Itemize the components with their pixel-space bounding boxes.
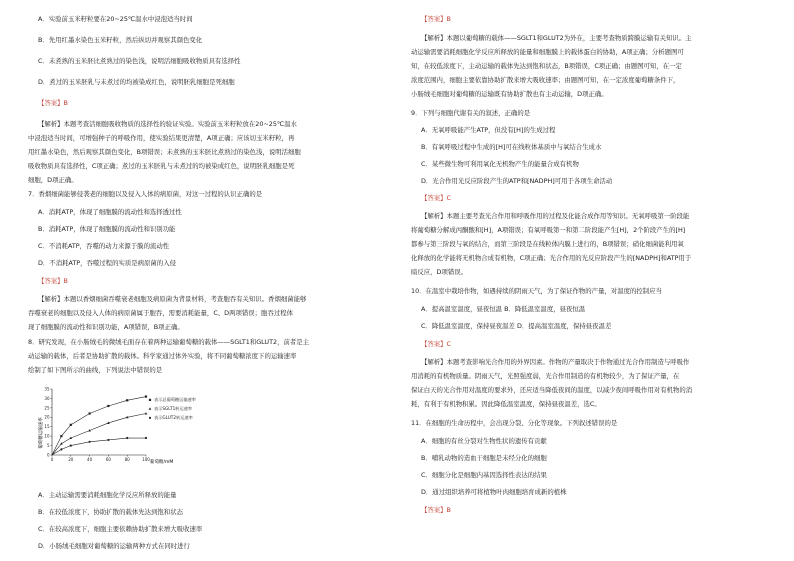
explanation-line: 中浸泡适当时间，可增强种子的呼吸作用，使实验结果更清楚，A项正确；应该切玉米籽粒，再: [28, 134, 295, 142]
option-line: A．细胞的有丝分裂对生物性状的遗传有贡献: [421, 437, 547, 445]
x-tick-label: 40: [87, 457, 93, 462]
option-line: C．降低温室温度，保持昼夜温差 D．提高温室温度，保持昼夜温差: [421, 322, 612, 330]
data-point: [107, 405, 109, 407]
question-stem: 动运输的载体，后者是协助扩散的载体。科学家通过体外实验，将不同葡萄糖浓度下的运输速率: [28, 352, 297, 360]
chart-x-ticks: [51, 455, 151, 462]
option-line: A．无氧呼吸能产生ATP，但没有[H]的生成过程: [421, 126, 556, 134]
data-point: [126, 399, 128, 401]
data-point: [145, 395, 147, 397]
explanation-line: 用红墨水染色，然后观察其颜色变化，B项错误；未煮熟的玉米胚比煮熟过的染色浅，说明活细胞: [28, 148, 301, 156]
y-tick-label: 5: [46, 442, 50, 448]
explanation-line: 吞噬衰老的细胞以及侵入人体的病原菌属于胞吞，需要消耗能量，C、D两项错误；胞吞过程体: [28, 309, 294, 317]
y-tick-label: 15: [44, 424, 50, 430]
legend-marker: [149, 417, 151, 419]
explanation-line: 【解析】本题考查影响光合作用的外界因素。作物的产量取决于作物通过光合作用制造与呼吸作: [421, 358, 690, 366]
chart-y-ticks: [44, 386, 52, 457]
explanation-line: 【解析】本题主要考查光合作用和呼吸作用的过程及化能合成作用等知识。无氧呼吸第一阶段能: [421, 212, 690, 220]
explanation-line: 化释放的化学能将无机物合成有机物，C项正确；光合作用的光反应阶段产生的[NADPH]和ATP用于: [411, 254, 692, 262]
y-tick-label: 30: [44, 395, 50, 401]
option-line: C．某些微生物可利用氧化无机物产生的能量合成有机物: [421, 160, 579, 168]
explanation-line: 动运输需要消耗细胞化学反应所释放的能量和细胞膜上的载体蛋白的协助，A项正确；分析题图可: [411, 48, 684, 56]
explanation-line: 小肠绒毛细胞对葡萄糖的运输既有协助扩散也有主动运输，D项正确。: [411, 90, 608, 98]
data-point: [70, 424, 72, 426]
explanation-line: 吸收物质具有选择性，C项正确；煮过的玉米胚乳与未煮过的均被染成红色，说明胚乳细胞是死: [28, 162, 295, 170]
answer-label: 【答案】B: [421, 506, 451, 514]
data-point: [145, 412, 148, 414]
x-tick-label: 20: [68, 457, 74, 462]
data-point: [70, 444, 72, 446]
option-line: A．消耗ATP，体现了细胞膜的流动性和选择透过性: [38, 208, 182, 216]
right-column: [411, 0, 781, 561]
text-line: C．未煮熟的玉米胚比煮熟过的染色浅，说明活细胞吸收物质具有选择性: [38, 57, 241, 65]
option-line: B．在较低浓度下，协助扩散的载体先达到饱和状态: [38, 508, 183, 516]
question-stem: 绘制了如下图所示的曲线，下列说法中错误的是: [28, 366, 163, 374]
legend-label: 表示总葡萄糖运输速率: [154, 397, 196, 402]
data-point: [107, 439, 109, 441]
chart-axes: [52, 389, 146, 455]
text-line: A．实验前玉米籽粒要在20~25℃温水中浸泡适当时间: [38, 15, 193, 23]
question-stem: 11．在细胞的生命历程中，会出现分裂、分化等现象。下列叙述错误的是: [411, 419, 618, 427]
explanation-line: 保证白天的光合作用对温度的要求外，还应适当降低夜间的温度，以减少夜间呼吸作用对有机物的消: [411, 386, 693, 394]
explanation-line: 【解析】本题以香烟细菌吞噬衰老细胞及病原菌为背景材料，考查胞吞有关知识。香烟细菌能够: [38, 295, 307, 303]
option-line: C．细胞分化是细胞内基因选择性表达的结果: [421, 471, 547, 479]
y-tick-label: 25: [44, 405, 50, 411]
explanation-line: 【解析】本题考查活细胞吸收物质的选择性的验证实验。实验前玉米籽粒放在20~25℃温水: [38, 120, 297, 128]
explanation-line: 都参与第三阶段与氧的结合，而第三阶段是在线粒体内膜上进行的，B项错误；硝化细菌能利用氧: [411, 240, 684, 248]
question-stem: 7．香烟细菌能够侵袭老的细胞以及侵入人体的病原菌，对这一过程的认识正确的是: [28, 190, 263, 198]
x-tick-label: 100: [142, 457, 150, 462]
legend-marker: [149, 407, 152, 409]
explanation-line: 细胞，D项正确。: [28, 176, 78, 184]
option-line: B．哺乳动物的造血干细胞是未经分化的细胞: [421, 454, 547, 462]
data-point: [126, 437, 128, 439]
explanation-line: 【解析】本题以葡萄糖的载体——SGLT1和GLUT2为外在，主要考查物质跨膜运输有关知识。主: [421, 34, 692, 42]
chart-xlabel: 葡萄糖/mM: [150, 460, 174, 465]
y-tick-label: 35: [44, 386, 50, 392]
explanation-line: 将葡萄糖分解成丙酮酸和[H]，A项错误；有氧呼吸第一和第二阶段能产生[H]，2个阶段产生的[H]: [411, 226, 686, 234]
answer-label: 【答案】B: [421, 15, 451, 23]
text-line: B．先用红墨水染色玉米籽粒，然后纵切并观察其颜色变化: [38, 36, 203, 44]
data-point: [89, 412, 91, 414]
answer-label: 【答案】C: [421, 194, 452, 202]
option-line: A．主动运输需要消耗细胞化学反应所释放的能量: [38, 491, 177, 499]
question-stem: 10．在温室中栽培作物，如遇持续的阴雨天气，为了保证作物的产量，对温度的控制应当: [411, 287, 662, 295]
glucose-transport-chart: [38, 383, 208, 478]
explanation-line: 现了细胞膜的流动性和识别功能，A项错误，B项正确。: [28, 323, 184, 331]
question-stem: 9．下列与细胞代谢有关的叙述，正确的是: [411, 109, 531, 117]
y-tick-label: 10: [44, 433, 50, 439]
chart-plot: [52, 395, 147, 455]
option-line: A．提高温室温度，昼夜恒温 B．降低温室温度，昼夜恒温: [421, 305, 586, 313]
explanation-line: 耗，有利于有机物积累。因此降低温室温度，保持昼夜温差，选C。: [411, 400, 601, 408]
x-tick-label: 0: [50, 457, 54, 462]
explanation-line: 暗反应，D项错误。: [411, 268, 468, 276]
explanation-line: 浓度范围内，细胞主要依靠协助扩散来增大吸收速率；由题图可知，在一定浓度葡萄糖条件下，: [411, 76, 680, 84]
x-tick-label: 60: [105, 457, 111, 462]
x-tick-label: 80: [124, 457, 130, 462]
y-tick-label: 20: [44, 414, 50, 420]
series-line: [52, 397, 146, 455]
option-line: C．在较高浓度下，细胞主要依赖协助扩散来增大吸收速率: [38, 525, 203, 533]
option-line: B．消耗ATP，体现了细胞膜的流动性和识别功能: [38, 225, 176, 233]
answer-label: 【答案】B: [38, 277, 68, 285]
option-line: D．光合作用光反应阶段产生的ATP和[NADPH]可用于各项生命活动: [421, 177, 613, 185]
series-line: [52, 414, 146, 455]
option-line: D．通过组织培养可将植物叶肉细胞培育成新的植株: [421, 488, 567, 496]
data-point: [89, 441, 91, 443]
legend-marker: [149, 399, 151, 401]
y-tick-label: 0: [46, 452, 50, 458]
option-line: B．有氧呼吸过程中生成的[H]可在线粒体基质中与氧结合生成水: [421, 143, 602, 151]
option-line: D．不消耗ATP，吞噬过程的实质是病原菌的入侵: [38, 259, 176, 267]
data-point: [60, 435, 62, 437]
text-line: D．煮过的玉米胚乳与未煮过的均被染成红色，说明胚乳细胞是死细胞: [38, 78, 235, 86]
explanation-line: 用消耗的有机物质量。阴雨天气，光照强度弱，光合作用制造的有机物较少，为了保证产量，在: [411, 372, 680, 380]
option-line: C．不消耗ATP，吞噬的动力来源于膜的流动性: [38, 242, 170, 250]
question-stem: 8．研究发现，在小肠绒毛的微绒毛面存在着两种运输葡萄糖的载体——SGLT1和GLUT2，前者是主: [28, 338, 310, 346]
explanation-line: 知，在较低浓度下，主动运输的载体先达到饱和状态，B项错误，C项正确；由题图可知，在一定: [411, 62, 682, 70]
answer-label: 【答案】B: [38, 99, 68, 107]
option-line: D．小肠绒毛细胞对葡萄糖的运输两种方式在同时进行: [38, 542, 190, 550]
left-column: [28, 0, 398, 561]
data-point: [60, 448, 62, 450]
answer-label: 【答案】C: [421, 340, 452, 348]
data-point: [145, 437, 147, 439]
legend-label: 表示GLUT2转运速率: [154, 415, 193, 420]
chart-legend: [149, 396, 197, 421]
legend-label: 表示SGLT1转运速率: [154, 406, 193, 411]
chart-ylabel: 葡萄糖运输速率: [39, 417, 44, 449]
